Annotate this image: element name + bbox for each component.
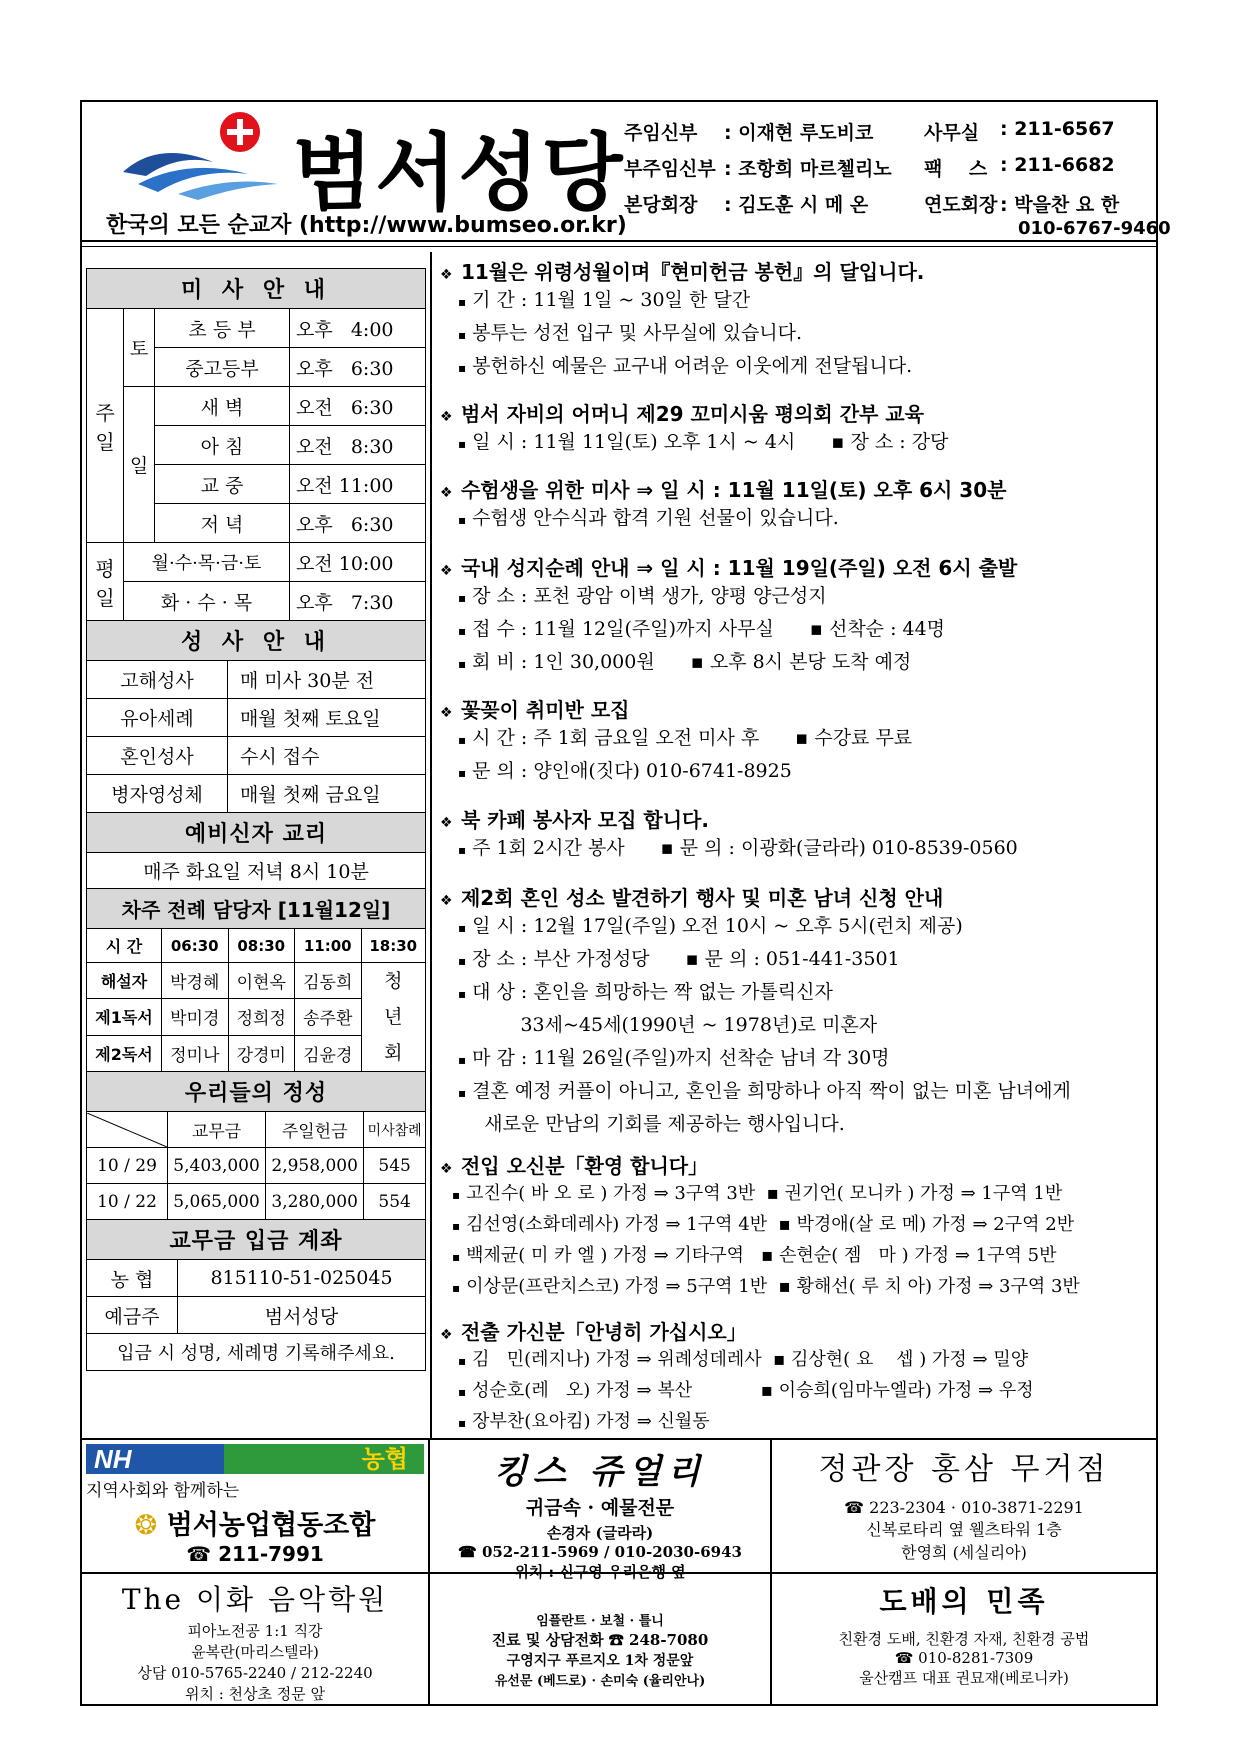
music-line: 피아노전공 1:1 직강 xyxy=(187,1622,323,1640)
liturgy-name: 정미나 xyxy=(162,1035,229,1071)
diamond-icon: ❖ xyxy=(440,705,453,721)
offering-value: 554 xyxy=(364,1184,426,1220)
announcement-line: 기 간 : 11월 1일 ~ 30일 한 달간 xyxy=(472,289,751,311)
column-divider xyxy=(430,252,432,1438)
announcement-line: 백제균( 미 카 엘 ) 가정 ⇒ 기타구역 ▪ 손현순( 젬 마 ) 가정 ⇒ 1구역 5반 xyxy=(466,1245,1057,1266)
announcement-line: 일 시 : 12월 17일(주일) 오전 10시 ~ 오후 5시(런치 제공) xyxy=(472,915,963,937)
mass-row-name: 아 침 xyxy=(155,426,290,465)
offering-value: 2,958,000 xyxy=(266,1148,364,1184)
ginseng-name: 정관장 홍삼 무거점 xyxy=(818,1452,1110,1487)
jewelry-name: 킹스 쥬얼리 xyxy=(493,1452,707,1492)
dental-line: 구영지구 푸르지오 1차 정문앞 xyxy=(506,1653,694,1669)
announcement-4 xyxy=(440,552,1150,680)
info-value-assistant: : 조항희 마르첼리노 xyxy=(724,158,892,180)
announcement-title: 전출 가신분「안녕히 가십시오」 xyxy=(460,1320,747,1344)
bullet-icon: ▪ xyxy=(458,1416,467,1430)
info-label-yeondo: 연도회장 xyxy=(924,194,998,216)
mass-row-time: 오전 8:30 xyxy=(290,426,426,465)
sacrament-value: 수시 접수 xyxy=(228,737,426,775)
sacrament-value: 매 미사 30분 전 xyxy=(228,661,426,699)
saturday-label: 토 xyxy=(124,309,155,387)
music-name: The 이화 음악학원 xyxy=(121,1583,389,1616)
announcement-line: 성순호(레 오) 가정 ⇒ 복산 ▪ 이승희(임마누엘라) 가정 ⇒ 우정 xyxy=(472,1380,1034,1401)
mass-row-name: 월·수·목·금·토 xyxy=(124,543,290,582)
account-heading: 교무금 입금 계좌 xyxy=(87,1220,426,1260)
announcement-9 xyxy=(440,1316,1150,1438)
account-bank-label: 농 협 xyxy=(87,1260,178,1297)
ad-dental xyxy=(432,1610,768,1689)
announcement-line: 김 민(레지나) 가정 ⇒ 위례성데레사 ▪ 김상현( 요 셉 ) 가정 ⇒ 밀양 xyxy=(472,1349,1029,1370)
announcement-title: 북 카페 봉사자 모집 합니다. xyxy=(460,808,709,832)
ads-vdivider-2 xyxy=(770,1438,772,1704)
announcement-line: 회 비 : 1인 30,000원 ▪ 오후 8시 본당 도착 예정 xyxy=(472,651,912,673)
liturgy-col: 06:30 xyxy=(162,929,229,963)
bullet-icon: ▪ xyxy=(458,1053,467,1067)
ad-nh xyxy=(86,1444,424,1572)
announcement-line: 접 수 : 11월 12일(주일)까지 사무실 ▪ 선착순 : 44명 xyxy=(472,618,946,640)
liturgy-role: 제1독서 xyxy=(87,999,162,1035)
bullet-icon: ▪ xyxy=(458,733,467,747)
ad-jewelry xyxy=(432,1444,768,1582)
liturgy-name: 박경혜 xyxy=(162,963,229,999)
liturgy-col: 08:30 xyxy=(228,929,295,963)
announcement-title: 전입 오신분「환영 합니다」 xyxy=(460,1154,709,1178)
catechism-value: 매주 화요일 저녁 8시 10분 xyxy=(87,853,426,889)
announcement-line: 33세~45세(1990년 ~ 1978년)로 미혼자 xyxy=(472,1014,878,1036)
dental-line: 임플란트 · 보철 · 틀니 xyxy=(536,1614,664,1629)
church-title: 범서성당 xyxy=(292,124,625,222)
diamond-icon: ❖ xyxy=(440,409,453,425)
music-line: 위치 : 천상초 정문 앞 xyxy=(184,1685,326,1703)
sacrament-value: 매월 첫째 금요일 xyxy=(228,775,426,813)
catechism-heading: 예비신자 교리 xyxy=(87,813,426,853)
announcement-line: 봉투는 성전 입구 및 사무실에 있습니다. xyxy=(472,322,803,344)
liturgy-col: 시 간 xyxy=(87,929,162,963)
announcement-line: 새로운 만남의 기회를 제공하는 행사입니다. xyxy=(472,1113,845,1135)
info-label-assistant: 부주임신부 xyxy=(624,158,716,180)
announcement-line: 마 감 : 11월 26일(주일)까지 선착순 남녀 각 30명 xyxy=(472,1047,890,1069)
offering-col: 주일헌금 xyxy=(266,1112,364,1148)
mass-row-time: 오후 6:30 xyxy=(290,504,426,543)
ad-music xyxy=(86,1578,424,1704)
bullet-icon: ▪ xyxy=(458,591,467,605)
offering-heading: 우리들의 정성 xyxy=(87,1072,426,1112)
ads-top-divider xyxy=(82,1438,1156,1440)
nh-name-text: 범서농업협동조합 xyxy=(166,1510,376,1541)
offering-corner xyxy=(87,1112,168,1148)
ginseng-phone: ☎ 223-2304 · 010-3871-2291 xyxy=(844,1498,1084,1517)
bullet-icon: ▪ xyxy=(458,766,467,780)
diamond-icon: ❖ xyxy=(440,485,453,501)
announcement-line: 문 의 : 양인애(짓다) 010-6741-8925 xyxy=(472,760,792,782)
music-line: 윤복란(마리스텔라) xyxy=(191,1643,319,1661)
announcement-line: 주 1회 2시간 봉사 ▪ 문 의 : 이광화(글라라) 010-8539-0560 xyxy=(472,837,1018,859)
info-value-yeondo: : 박을찬 요 한 xyxy=(1000,194,1120,216)
left-column xyxy=(86,268,426,1371)
mass-row-time: 오전 10:00 xyxy=(290,543,426,582)
ginseng-address: 신복로타리 옆 웰츠타워 1층 xyxy=(866,1520,1062,1539)
announcement-2 xyxy=(440,398,1150,460)
mass-row-name: 교 중 xyxy=(155,465,290,504)
nh-name xyxy=(86,1503,424,1542)
offering-value: 3,280,000 xyxy=(266,1184,364,1220)
church-logo xyxy=(118,110,288,200)
bullet-icon: ▪ xyxy=(458,513,467,527)
announcement-title: 국내 성지순례 안내 ⇒ 일 시 : 11월 19일(주일) 오전 6시 출발 xyxy=(460,556,1018,580)
diamond-icon: ❖ xyxy=(440,563,453,579)
announcement-7 xyxy=(440,882,1150,1142)
announcement-title: 수험생을 위한 미사 ⇒ 일 시 : 11월 11일(토) 오후 6시 30분 xyxy=(460,478,1007,502)
wallpaper-line: ☎ 010-8281-7309 xyxy=(894,1649,1034,1667)
liturgy-role: 해설자 xyxy=(87,963,162,999)
announcement-1 xyxy=(440,256,1150,384)
music-line: 상담 010-5765-2240 / 212-2240 xyxy=(137,1664,373,1682)
jewelry-sub: 귀금속 · 예물전문 xyxy=(525,1497,675,1519)
bullet-icon: ▪ xyxy=(458,437,467,451)
announcement-line: 일 시 : 11월 11일(토) 오후 1시 ~ 4시 ▪ 장 소 : 강당 xyxy=(472,431,949,453)
dental-line: 유선문 (베드로) · 손미숙 (율리안나) xyxy=(494,1674,706,1689)
liturgy-name: 김윤경 xyxy=(295,1035,362,1071)
announcement-line: 수험생 안수식과 합격 기원 선물이 있습니다. xyxy=(472,507,839,529)
announcement-title: 꽃꽂이 취미반 모집 xyxy=(460,698,630,722)
bullet-icon: ▪ xyxy=(458,328,467,342)
diamond-icon: ❖ xyxy=(440,1327,453,1343)
ad-ginseng xyxy=(774,1444,1154,1563)
offering-date: 10 / 29 xyxy=(87,1148,168,1184)
ads-vdivider-1 xyxy=(428,1438,430,1704)
mass-row-name: 초 등 부 xyxy=(155,309,290,348)
liturgy-heading: 차주 전례 담당자 [11월12일] xyxy=(87,889,426,929)
info-value-council: : 김도훈 시 메 온 xyxy=(724,194,869,216)
info-value-pastor: : 이재현 루도비코 xyxy=(724,122,874,144)
sacrament-name: 혼인성사 xyxy=(87,737,228,775)
jewelry-phone: ☎ 052-211-5969 / 010-2030-6943 xyxy=(458,1543,742,1561)
wallpaper-line: 친환경 도배, 친환경 자재, 친환경 공법 xyxy=(838,1630,1090,1648)
announcement-title: 제2회 혼인 성소 발견하기 행사 및 미혼 남녀 신청 안내 xyxy=(460,886,944,910)
bullet-icon: ▪ xyxy=(452,1188,461,1202)
announcement-line: 장 소 : 부산 가정성당 ▪ 문 의 : 051-441-3501 xyxy=(472,948,900,970)
bullet-icon: ▪ xyxy=(452,1219,461,1233)
mass-row-time: 오후 6:30 xyxy=(290,348,426,387)
account-bank-value: 815110-51-025045 xyxy=(178,1260,426,1297)
wallpaper-name: 도배의 민족 xyxy=(879,1585,1049,1618)
jewelry-owner: 손경자 (글라라) xyxy=(546,1524,654,1542)
mass-row-time: 오후 7:30 xyxy=(290,582,426,621)
announcement-line: 봉헌하신 예물은 교구내 어려운 이웃에게 전달됩니다. xyxy=(472,355,913,377)
bullet-icon: ▪ xyxy=(452,1281,461,1295)
sacrament-name: 병자영성체 xyxy=(87,775,228,813)
account-holder-value: 범서성당 xyxy=(178,1297,426,1334)
dental-line: 진료 및 상담전화 ☎ 248-7080 xyxy=(491,1631,709,1649)
liturgy-col: 11:00 xyxy=(295,929,362,963)
offering-value: 545 xyxy=(364,1148,426,1184)
account-table xyxy=(86,1219,426,1371)
announcement-6 xyxy=(440,804,1150,866)
bullet-icon: ▪ xyxy=(458,987,467,1001)
sacrament-name: 고해성사 xyxy=(87,661,228,699)
youth-char: 회 xyxy=(384,1042,403,1064)
announcement-line: 장부찬(요아킴) 가정 ⇒ 신월동 xyxy=(472,1411,710,1432)
mass-row-name: 새 벽 xyxy=(155,387,290,426)
ginseng-owner: 한영희 (세실리아) xyxy=(901,1543,1027,1562)
info-value-fax: : 211-6682 xyxy=(1000,154,1115,176)
announcement-3 xyxy=(440,474,1150,536)
announcement-title: 범서 자비의 어머니 제29 꼬미시움 평의회 간부 교육 xyxy=(460,402,924,426)
liturgy-role: 제2독서 xyxy=(87,1035,162,1071)
diamond-icon: ❖ xyxy=(440,893,453,909)
announcement-title: 11월은 위령성월이며『현미헌금 봉헌』의 달입니다. xyxy=(460,260,925,284)
mass-table xyxy=(86,268,426,621)
announcement-line: 결혼 예정 커플이 아니고, 혼인을 희망하나 아직 짝이 없는 미혼 남녀에게 xyxy=(472,1080,1071,1102)
info-value-yeondo-phone: 010-6767-9460 xyxy=(1018,218,1171,239)
church-motto: 한국의 모든 순교자 (http://www.bumseo.or.kr) xyxy=(106,213,627,238)
account-holder-label: 예금주 xyxy=(87,1297,178,1334)
offering-value: 5,065,000 xyxy=(168,1184,266,1220)
bullet-icon: ▪ xyxy=(458,921,467,935)
bullet-icon: ▪ xyxy=(458,657,467,671)
wallpaper-line: 울산캠프 대표 권묘재(베로니카) xyxy=(859,1669,1069,1687)
sunday-day-label: 일 xyxy=(124,387,155,543)
mass-row-time: 오후 4:00 xyxy=(290,309,426,348)
sacrament-name: 유아세례 xyxy=(87,699,228,737)
bullet-icon: ▪ xyxy=(458,1354,467,1368)
mass-row-name: 중고등부 xyxy=(155,348,290,387)
info-label-fax: 팩 스 xyxy=(924,158,988,180)
sunday-label: 주 일 xyxy=(87,309,124,543)
youth-char: 년 xyxy=(384,1006,403,1028)
sacrament-table xyxy=(86,620,426,889)
sacrament-heading: 성 사 안 내 xyxy=(87,621,426,661)
info-label-pastor: 주임신부 xyxy=(624,122,698,144)
ad-wallpaper xyxy=(774,1580,1154,1688)
jewelry-location: 위치 : 신구영 우리은행 옆 xyxy=(514,1563,686,1581)
announcement-line: 시 간 : 주 1회 금요일 오전 미사 후 ▪ 수강료 무료 xyxy=(472,727,913,749)
bullet-icon: ▪ xyxy=(458,295,467,309)
liturgy-name: 송주환 xyxy=(295,999,362,1035)
mass-row-name: 화 · 수 · 목 xyxy=(124,582,290,621)
offering-value: 5,403,000 xyxy=(168,1148,266,1184)
bullet-icon: ▪ xyxy=(458,954,467,968)
announcement-line: 고진수( 바 오 로 ) 가정 ⇒ 3구역 3반 ▪ 권기언( 모니카 ) 가정 ⇒ 1구역 1반 xyxy=(466,1183,1063,1204)
account-note: 입금 시 성명, 세례명 기록해주세요. xyxy=(87,1334,426,1371)
liturgy-name: 김동희 xyxy=(295,963,362,999)
announcement-line: 대 상 : 혼인을 희망하는 짝 없는 가톨릭신자 xyxy=(472,981,833,1003)
bullet-icon: ▪ xyxy=(452,1250,461,1264)
youth-group xyxy=(361,963,426,1072)
mass-row-name: 저 녁 xyxy=(155,504,290,543)
bullet-icon: ▪ xyxy=(458,361,467,375)
announcement-line: 김선영(소화데레사) 가정 ⇒ 1구역 4반 ▪ 박경애(살 로 메) 가정 ⇒ 2구역 2반 xyxy=(466,1214,1075,1235)
bullet-icon: ▪ xyxy=(458,1385,467,1399)
liturgy-name: 강경미 xyxy=(228,1035,295,1071)
announcement-line: 장 소 : 포천 광암 이벽 생가, 양평 양근성지 xyxy=(472,585,827,607)
bullet-icon: ▪ xyxy=(458,1086,467,1100)
mass-row-time: 오전 11:00 xyxy=(290,465,426,504)
liturgy-table xyxy=(86,888,426,1072)
announcement-8 xyxy=(440,1150,1150,1303)
nh-slogan: 지역사회와 함께하는 xyxy=(86,1481,240,1501)
bullet-icon: ▪ xyxy=(458,843,467,857)
announcement-5 xyxy=(440,694,1150,789)
header-divider-thin xyxy=(82,246,1156,247)
header-divider xyxy=(82,240,1156,242)
youth-char: 청 xyxy=(384,970,403,992)
liturgy-name: 정희정 xyxy=(228,999,295,1035)
nh-logo-korean: 농협 xyxy=(224,1444,424,1474)
weekday-label: 평 일 xyxy=(87,543,124,621)
liturgy-name: 박미경 xyxy=(162,999,229,1035)
sacrament-value: 매월 첫째 토요일 xyxy=(228,699,426,737)
bullet-icon: ▪ xyxy=(458,624,467,638)
offering-table xyxy=(86,1071,426,1220)
diamond-icon: ❖ xyxy=(440,1161,453,1177)
mass-heading: 미 사 안 내 xyxy=(87,269,426,309)
info-label-council: 본당회장 xyxy=(624,194,698,216)
diamond-icon: ❖ xyxy=(440,267,453,283)
diamond-icon: ❖ xyxy=(440,815,453,831)
mass-row-time: 오전 6:30 xyxy=(290,387,426,426)
nh-logo: NH xyxy=(86,1444,224,1474)
liturgy-name: 이현옥 xyxy=(228,963,295,999)
offering-col: 미사참례 xyxy=(364,1112,426,1148)
nh-mark-icon: ❂ xyxy=(134,1510,158,1541)
info-label-office: 사무실 xyxy=(924,122,980,144)
offering-col: 교무금 xyxy=(168,1112,266,1148)
offering-date: 10 / 22 xyxy=(87,1184,168,1220)
liturgy-col: 18:30 xyxy=(361,929,426,963)
announcement-line: 이상문(프란치스코) 가정 ⇒ 5구역 1반 ▪ 황해선( 루 치 아) 가정 ⇒ 3구역 3반 xyxy=(466,1276,1080,1297)
info-value-office: : 211-6567 xyxy=(1000,118,1115,140)
nh-phone: ☎ 211-7991 xyxy=(186,1542,324,1566)
